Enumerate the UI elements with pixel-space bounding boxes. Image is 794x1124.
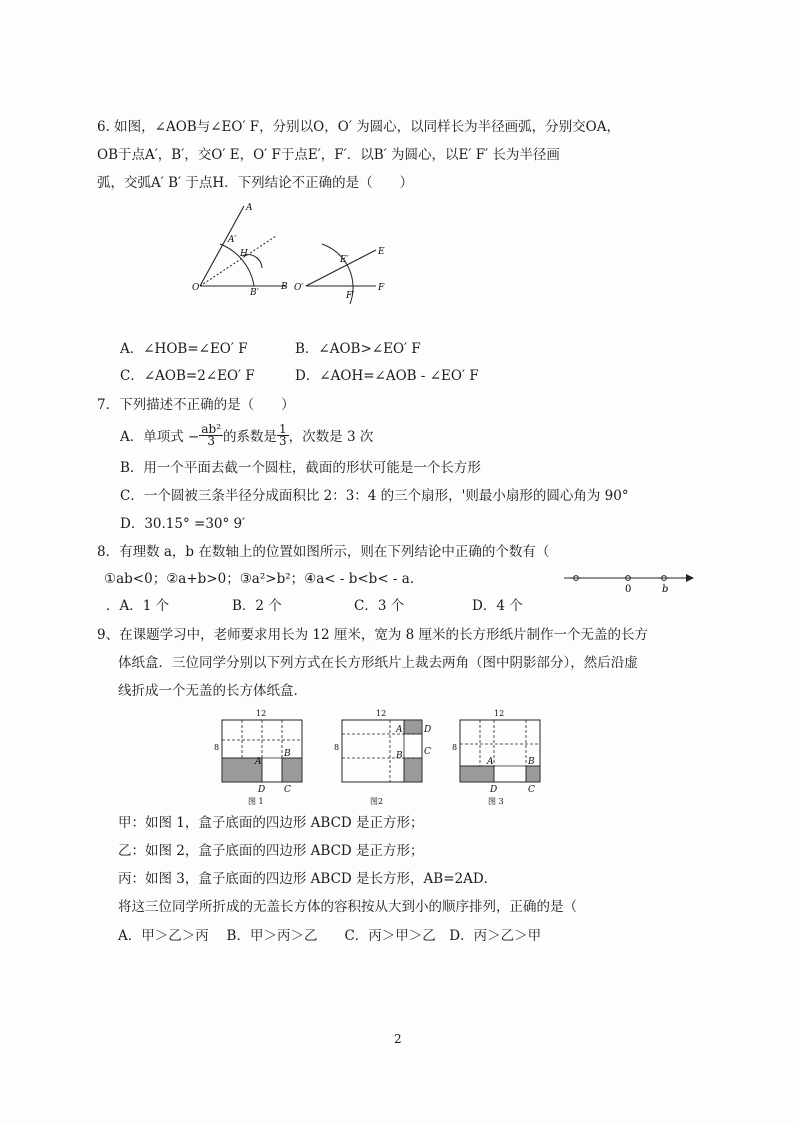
q8-option-d: D．4 个 [472,598,523,614]
fig1-D: D [258,785,266,795]
fig3-top-label: 12 [494,709,505,718]
fig3-D: D [490,785,498,795]
q7-option-b: B．用一个平面去截一个圆柱，截面的形状可能是一个长方形 [120,460,481,476]
q9-statement-bing: 丙：如图 3，盒子底面的四边形 ABCD 是长方形，AB=2AD． [118,871,498,887]
q6-angle-figure [190,198,400,308]
q6-stem-line1: 6. 如图，∠AOB与∠EO′ F，分别以O，O′ 为圆心，以同样长为半径画弧，分别交OA， [97,119,620,135]
fig2-A: A [396,725,403,735]
q7-fraction-monomial [199,421,223,448]
q7-option-a-mid: 的系数是 [223,429,278,445]
q9-stem-line1: 9、在课题学习中，老师要求用长为 12 厘米，宽为 8 厘米的长方形纸片制作一个无盖的长方 [97,627,649,643]
q7-option-c: C．一个圆被三条半径分成面积比 2：3：4 的三个扇形，'则最小扇形的圆心角为 90° [120,488,629,504]
q8-conditions: ①ab<0；②a+b>0；③a²>b²；④a< - b<b< - a. [104,571,415,587]
fig2-B: B [396,751,403,761]
fig2-D: D [424,725,432,735]
label-B-prime: B′ [250,288,259,298]
q7-option-d: D．30.15° =30° 9′ [120,516,246,532]
q7-stem: 7．下列描述不正确的是（ ） [97,397,295,413]
label-H: H [240,249,248,259]
q9-figure-3 [450,708,550,808]
q7-option-a-prefix: A．单项式 − [120,429,200,445]
page-number: 2 [394,1032,402,1046]
q7-fraction-coefficient [277,421,289,448]
fig3-A: A [487,757,494,767]
q7-fraction-numerator: ab² [201,421,222,436]
q9-stem-line3: 线折成一个无盖的长方体纸盒． [118,683,307,699]
q7-fraction-denominator: 3 [207,433,215,448]
label-E: E [378,247,385,257]
q7-option-a-suffix: ，次数是 3 次 [288,429,374,445]
axis-zero-label: 0 [625,584,632,595]
q7-option-a [120,418,373,452]
q9-stem-line2: 体纸盒．三位同学分别以下列方式在长方形纸片上裁去两角（图中阴影部分），然后沿虚 [118,655,638,671]
fig3-side-label: 8 [452,743,458,752]
fig2-top-label: 12 [376,709,387,718]
q9-question: 将这三位同学所折成的无盖长方体的容积按从大到小的顺序排列，正确的是（ [118,899,577,915]
label-A-prime: A′ [228,235,237,245]
q6-option-d: D．∠AOH=∠AOB - ∠EO′ F [295,368,479,384]
label-F-prime: F′ [346,291,355,301]
label-A: A [246,203,253,213]
q9-options: A．甲＞乙＞丙 B．甲＞丙＞乙 C．丙＞甲＞乙 D．丙＞乙＞甲 [118,928,542,944]
q8-option-b: B．2 个 [232,598,282,614]
fig3-B: B [528,757,535,767]
fig2-C: C [424,747,431,757]
fig2-caption: 图2 [370,797,384,806]
fig3-caption: 图 3 [488,797,504,806]
q9-figure-1 [212,708,312,808]
q6-option-a: A．∠HOB=∠EO′ F [120,341,248,357]
q8-stem: 8．有理数 a，b 在数轴上的位置如图所示，则在下列结论中正确的个数有（ [97,544,550,560]
q6-option-b: B．∠AOB>∠EO′ F [295,341,421,357]
q9-statement-jia: 甲：如图 1，盒子底面的四边形 ABCD 是正方形； [118,815,424,831]
q8-option-a: ．A．1 个 [106,598,170,614]
q6-option-c: C．∠AOB=2∠EO′ F [120,368,255,384]
fig3-C: C [528,785,535,795]
q7-fraction2-denominator: 3 [279,433,287,448]
q7-fraction2-numerator: 1 [279,421,287,436]
label-O-prime: O′ [294,283,304,293]
q8-number-line [560,568,700,598]
fig1-C: C [284,785,291,795]
fig1-caption: 图 1 [248,797,264,806]
label-B: B [281,282,288,292]
fig1-A: A [255,757,262,767]
fig2-side-label: 8 [334,743,340,752]
fig1-top-label: 12 [256,709,267,718]
q6-stem-line3: 弧，交弧A′ B′ 于点H．下列结论不正确的是（ ） [97,175,414,191]
fig1-side-label: 8 [214,743,220,752]
axis-b-label: b [662,584,669,595]
q9-figure-2 [332,708,438,808]
fig1-B: B [284,749,291,759]
label-E-prime: E′ [340,255,349,265]
q8-option-c: C．3 个 [354,598,405,614]
label-O: O [192,283,200,293]
q9-statement-yi: 乙：如图 2，盒子底面的四边形 ABCD 是正方形； [118,843,424,859]
label-F: F [378,283,385,293]
q6-stem-line2: OB于点A′，B′，交O′ E，O′ F于点E′，F′．以B′ 为圆心，以E′ F′ 长为半径画 [97,147,560,163]
